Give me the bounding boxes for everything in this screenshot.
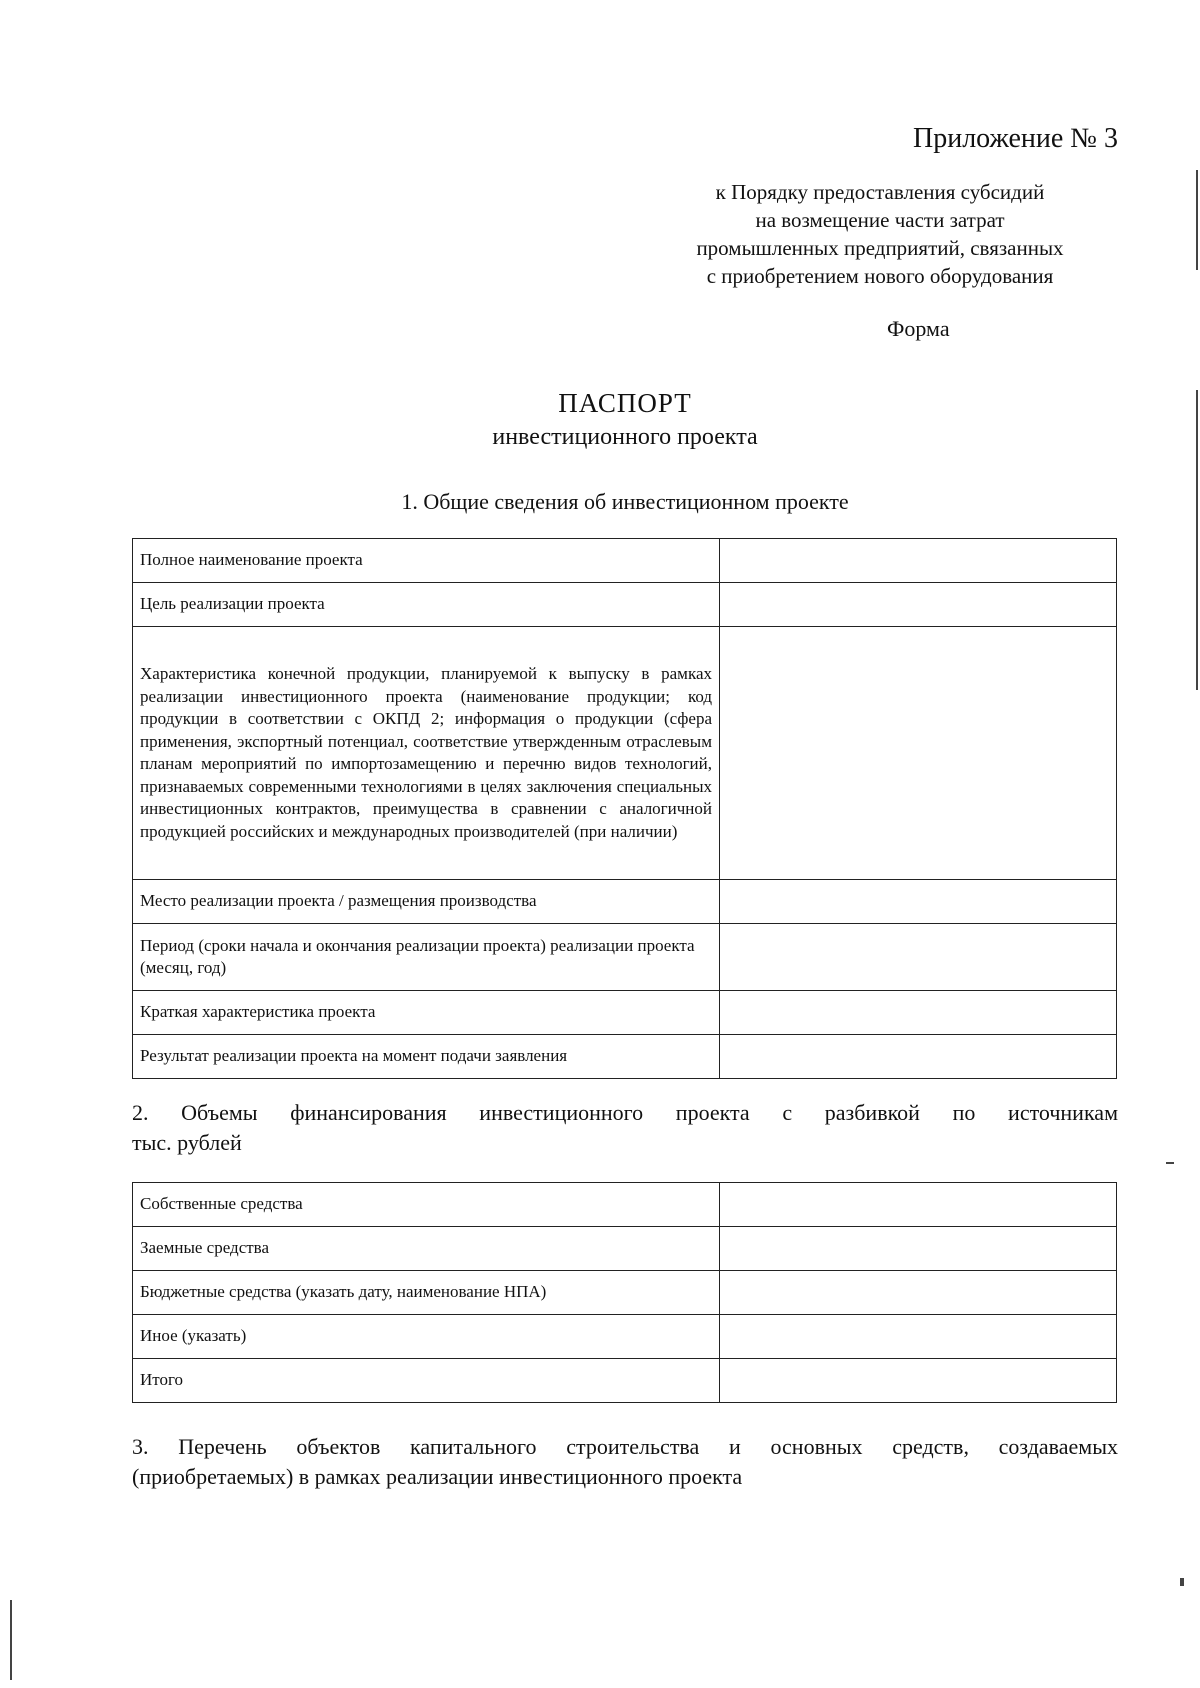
- section-3-heading-continued: (приобретаемых) в рамках реализации инвестиционного проекта: [132, 1464, 743, 1489]
- row-value-cell: [720, 1227, 1117, 1271]
- scan-speck: [1166, 1162, 1174, 1164]
- form-label: Форма: [887, 316, 950, 341]
- row-label: Цель реализации проекта: [133, 583, 720, 627]
- appendix-basis-line: на возмещение части затрат: [755, 208, 1005, 232]
- scan-edge-mark: [1196, 170, 1198, 270]
- appendix-basis-line: к Порядку предоставления субсидий: [715, 180, 1045, 204]
- row-label: Иное (указать): [133, 1315, 720, 1359]
- row-value-cell: [720, 991, 1117, 1035]
- table-row: [133, 991, 1117, 1035]
- table-row: [133, 924, 1117, 991]
- row-value-cell: [720, 924, 1117, 991]
- row-label: Место реализации проекта / размещения производства: [133, 880, 720, 924]
- appendix-basis-line: промышленных предприятий, связанных: [696, 236, 1064, 260]
- scan-edge-mark: [10, 1600, 12, 1680]
- document-subtitle: инвестиционного проекта: [492, 424, 758, 450]
- financing-table: [132, 1182, 1117, 1403]
- row-label: Период (сроки начала и окончания реализации проекта) реализации проекта (месяц, год): [133, 924, 720, 991]
- general-info-table: [132, 538, 1117, 1079]
- table-row: [133, 1271, 1117, 1315]
- table-row: [133, 583, 1117, 627]
- table-row: [133, 1035, 1117, 1079]
- table-row: [133, 1227, 1117, 1271]
- table-row: [133, 627, 1117, 880]
- row-value-cell: [720, 880, 1117, 924]
- row-value-cell: [720, 1359, 1117, 1403]
- appendix-basis-line: с приобретением нового оборудования: [706, 264, 1054, 288]
- table-row: [133, 539, 1117, 583]
- section-3-heading: 3. Перечень объектов капитального строительства и основных средств, создаваемых: [132, 1434, 1118, 1459]
- row-label: Итого: [133, 1359, 720, 1403]
- row-label: Результат реализации проекта на момент подачи заявления: [133, 1035, 720, 1079]
- row-label: Бюджетные средства (указать дату, наименование НПА): [133, 1271, 720, 1315]
- row-value-cell: [720, 1315, 1117, 1359]
- row-value-cell: [720, 627, 1117, 880]
- table-row: [133, 1359, 1117, 1403]
- appendix-title: Приложение № 3: [913, 123, 1118, 154]
- scan-speck: [1180, 1578, 1184, 1586]
- row-value-cell: [720, 1183, 1117, 1227]
- document-title: ПАСПОРТ: [558, 388, 692, 418]
- scan-edge-mark: [1196, 390, 1198, 690]
- table-row: [133, 1315, 1117, 1359]
- row-label: Заемные средства: [133, 1227, 720, 1271]
- row-label: Характеристика конечной продукции, планируемой к выпуску в рамках реализации инвестиционного проекта (наименование продукции; код продукции в соответствии с ОКПД 2; информация о продукции (сфера применения, экспортный потенциал, соответствие утвержденным отраслевым планам мероприятий по импортозамещению и перечню видов технологий, признаваемых современными технологиями в целях заключения специальных инвестиционных контрактов, преимущества в сравнении с аналогичной продукцией российских и международных производителей (при наличии): [133, 627, 720, 880]
- table-row: [133, 1183, 1117, 1227]
- section-2-heading: 2. Объемы финансирования инвестиционного проекта с разбивкой по источникам: [132, 1100, 1118, 1125]
- row-value-cell: [720, 1035, 1117, 1079]
- section-1-heading: 1. Общие сведения об инвестиционном проекте: [401, 489, 849, 514]
- section-2-heading-units: тыс. рублей: [132, 1130, 242, 1155]
- appendix-basis: [660, 178, 1100, 290]
- row-value-cell: [720, 1271, 1117, 1315]
- row-label: Собственные средства: [133, 1183, 720, 1227]
- row-label: Краткая характеристика проекта: [133, 991, 720, 1035]
- row-value-cell: [720, 583, 1117, 627]
- row-value-cell: [720, 539, 1117, 583]
- row-label: Полное наименование проекта: [133, 539, 720, 583]
- table-row: [133, 880, 1117, 924]
